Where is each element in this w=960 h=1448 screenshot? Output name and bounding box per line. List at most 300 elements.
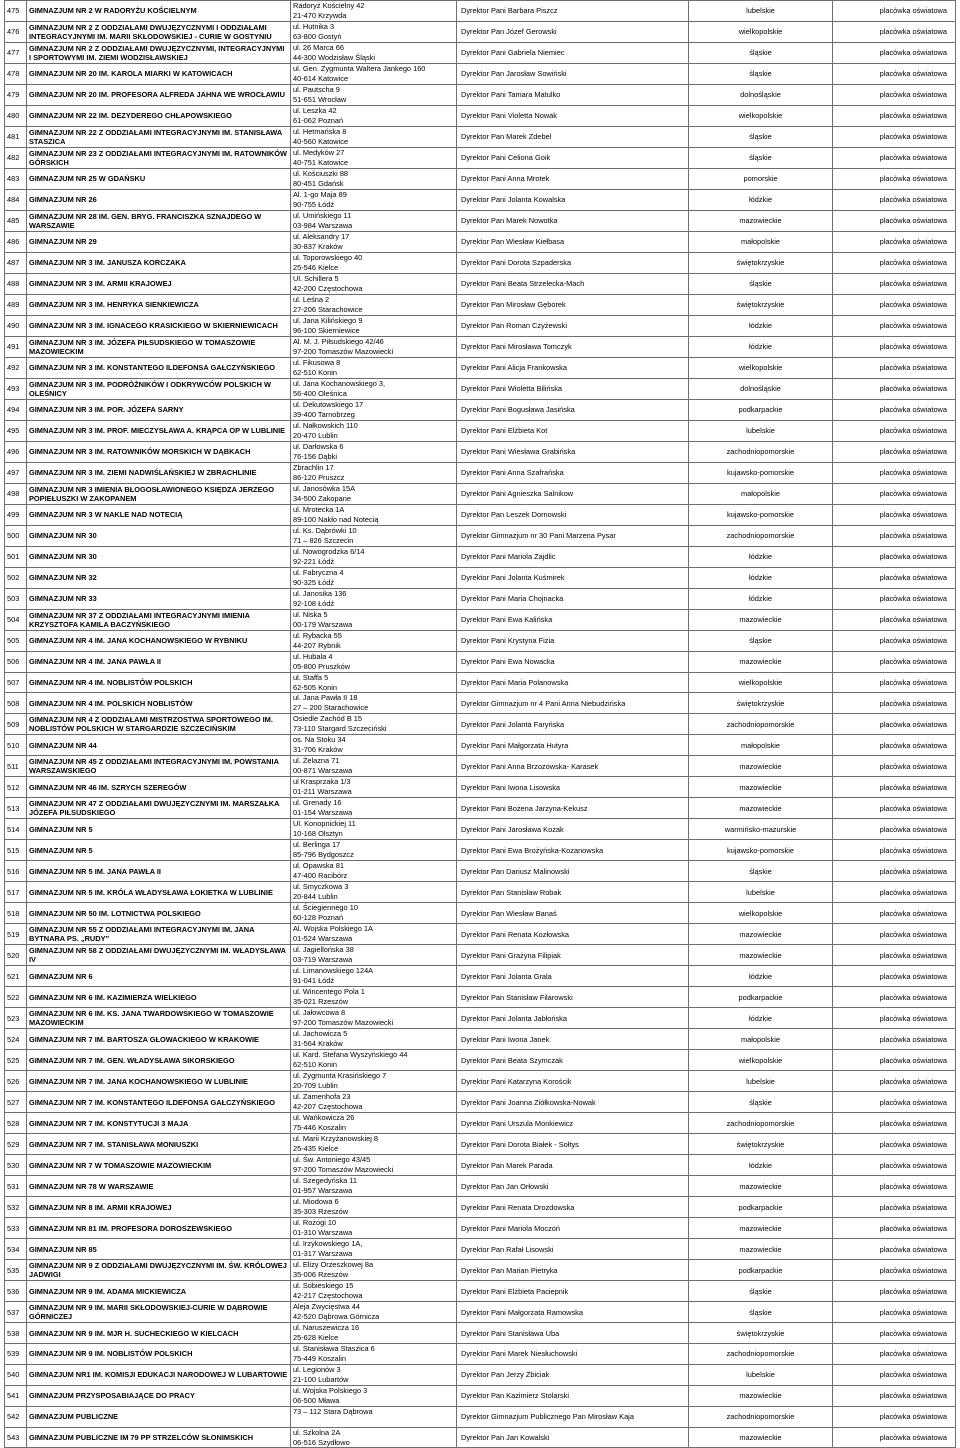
school-name-cell bbox=[26, 526, 290, 546]
row-number-cell: 490 bbox=[4, 316, 26, 336]
school-name-cell bbox=[26, 1008, 290, 1028]
table-row bbox=[4, 1406, 956, 1427]
address-cell bbox=[290, 1365, 456, 1385]
address-street: ul. Opawska 81 bbox=[293, 861, 344, 871]
school-name: GIMNAZJUM NR 4 IM. JANA PAWŁA II bbox=[29, 657, 161, 666]
address-cell bbox=[290, 232, 456, 252]
institution-type-cell: placówka oświatowa bbox=[832, 756, 956, 776]
director-cell: Dyrektor Pani Maria Polanowska bbox=[456, 673, 688, 693]
row-number-cell: 540 bbox=[4, 1365, 26, 1385]
row-number-cell: 476 bbox=[4, 22, 26, 42]
address-street: ul. Żelazna 71 bbox=[293, 756, 340, 766]
institution-type-cell: placówka oświatowa bbox=[832, 64, 956, 84]
institution-type-cell: placówka oświatowa bbox=[832, 1092, 956, 1112]
address-cell bbox=[290, 1239, 456, 1259]
voivodeship-cell: mazowieckie bbox=[688, 777, 832, 797]
table-row bbox=[4, 923, 956, 944]
school-name: GIMNAZJUM NR 3 IM. POR. JÓZEFA SARNY bbox=[29, 405, 184, 415]
institution-type-cell: placówka oświatowa bbox=[832, 1071, 956, 1091]
row-number-cell: 520 bbox=[4, 945, 26, 965]
row-number-cell: 482 bbox=[4, 148, 26, 168]
table-row bbox=[4, 504, 956, 525]
voivodeship-cell: śląskie bbox=[688, 274, 832, 294]
row-number-cell: 492 bbox=[4, 358, 26, 378]
address-postal-city: 20-844 Lublin bbox=[293, 892, 338, 902]
row-number-cell: 503 bbox=[4, 589, 26, 609]
school-name: GIMNAZJUM NR 26 bbox=[29, 195, 97, 205]
institution-type-cell: placówka oświatowa bbox=[832, 966, 956, 986]
row-number-cell: 526 bbox=[4, 1071, 26, 1091]
voivodeship-cell: kujawsko-pomorskie bbox=[688, 840, 832, 860]
voivodeship-cell: łódzkie bbox=[688, 547, 832, 567]
address-postal-city: 76-156 Dąbki bbox=[293, 451, 337, 461]
institution-type-cell: placówka oświatowa bbox=[832, 589, 956, 609]
address-street: ul. Medyków 27 bbox=[293, 147, 345, 157]
address-street: ul. Jałowcowa 8 bbox=[293, 1008, 346, 1018]
address-street: ul. Leszka 42 bbox=[293, 105, 337, 115]
table-row bbox=[4, 944, 956, 965]
schools-table bbox=[4, 0, 956, 1448]
row-number-cell: 507 bbox=[4, 673, 26, 693]
voivodeship-cell: śląskie bbox=[688, 1092, 832, 1112]
institution-type-cell: placówka oświatowa bbox=[832, 945, 956, 965]
school-name-cell bbox=[26, 106, 290, 126]
school-name: GIMNAZJUM NR 5 IM. KRÓLA WŁADYSŁAWA ŁOKIETKA W LUBLINIE bbox=[29, 887, 273, 897]
voivodeship-cell: mazowieckie bbox=[688, 1218, 832, 1238]
school-name-cell bbox=[26, 1260, 290, 1280]
address-street: 73 – 112 Stara Dąbrowa bbox=[293, 1406, 373, 1416]
institution-type-cell: placówka oświatowa bbox=[832, 1323, 956, 1343]
row-number-cell: 525 bbox=[4, 1050, 26, 1070]
director-cell: Dyrektor Pani Maria Chojnacka bbox=[456, 589, 688, 609]
table-row bbox=[4, 630, 956, 651]
director-cell: Dyrektor Pan Marek Nowotka bbox=[456, 211, 688, 231]
table-row bbox=[4, 1091, 956, 1112]
table-row bbox=[4, 126, 956, 147]
school-name-cell bbox=[26, 1239, 290, 1259]
voivodeship-cell: śląskie bbox=[688, 861, 832, 881]
school-name-cell bbox=[26, 484, 290, 504]
address-postal-city: 01-957 Warszawa bbox=[293, 1186, 353, 1196]
voivodeship-cell: zachodniopomorskie bbox=[688, 526, 832, 546]
school-name: GIMNAZJUM NR 9 IM. MJR H. SUCHECKIEGO W KIELCACH bbox=[29, 1328, 239, 1338]
row-number-cell: 485 bbox=[4, 211, 26, 231]
address-street: ul. Toporowskiego 40 bbox=[293, 252, 363, 262]
address-street: ul Krasprzaka 1/3 bbox=[293, 777, 351, 787]
director-cell: Dyrektor Pan Dariusz Malinowski bbox=[456, 861, 688, 881]
school-name-cell bbox=[26, 945, 290, 965]
director-cell: Dyrektor Gimnazjum nr 4 Pani Anna Niebudzińska bbox=[456, 693, 688, 713]
institution-type-cell: placówka oświatowa bbox=[832, 1176, 956, 1196]
school-name-cell bbox=[26, 316, 290, 336]
address-cell bbox=[290, 1, 456, 21]
address-postal-city: 75-446 Koszalin bbox=[293, 1123, 347, 1133]
address-postal-city: 01-154 Warszawa bbox=[293, 808, 353, 818]
row-number-cell: 484 bbox=[4, 190, 26, 210]
school-name: GIMNAZJUM NR 7 IM. KONSTANTEGO ILDEFONSA GAŁCZYŃSKIEGO bbox=[29, 1097, 275, 1107]
address-postal-city: 71 – 826 Szczecin bbox=[293, 535, 354, 545]
address-cell bbox=[290, 568, 456, 588]
school-name: GIMNAZJUM NR 20 IM. KAROLA MIARKI W KATOWICACH bbox=[29, 69, 233, 79]
director-cell: Dyrektor Pani Wiesława Grabińska bbox=[456, 442, 688, 462]
voivodeship-cell: podkarpackie bbox=[688, 400, 832, 420]
director-cell: Dyrektor Pani Tamara Matulko bbox=[456, 85, 688, 105]
address-street: ul. Umińskiego 11 bbox=[293, 210, 352, 220]
row-number-cell: 513 bbox=[4, 798, 26, 818]
address-street: ul. Mrotecka 1A bbox=[293, 504, 345, 514]
address-postal-city: 89-100 Nakło nad Notecią bbox=[293, 514, 379, 524]
row-number-cell: 518 bbox=[4, 903, 26, 923]
row-number-cell: 509 bbox=[4, 714, 26, 734]
voivodeship-cell: mazowieckie bbox=[688, 945, 832, 965]
school-name-cell bbox=[26, 568, 290, 588]
voivodeship-cell: mazowieckie bbox=[688, 1386, 832, 1406]
table-row bbox=[4, 1112, 956, 1133]
school-name-cell bbox=[26, 211, 290, 231]
address-cell bbox=[290, 442, 456, 462]
institution-type-cell: placówka oświatowa bbox=[832, 274, 956, 294]
table-row bbox=[4, 378, 956, 399]
school-name-cell bbox=[26, 1, 290, 21]
row-number-cell: 531 bbox=[4, 1176, 26, 1196]
school-name: GIMNAZJUM NR 3 W NAKLE NAD NOTECIĄ bbox=[29, 510, 183, 520]
school-name: GIMNAZJUM NR 58 Z ODDZIAŁAMI DWUJĘZYCZNYMI IM. WŁADYSŁAWA IV bbox=[29, 946, 286, 965]
address-street: ul. Berlinga 17 bbox=[293, 840, 341, 850]
address-postal-city: 01-524 Warszawa bbox=[293, 934, 353, 944]
director-cell: Dyrektor Pani Renata Drozdowska bbox=[456, 1197, 688, 1217]
address-street: ul. Limanowskiego 124A bbox=[293, 966, 374, 976]
address-cell bbox=[290, 1197, 456, 1217]
address-street: ul. Nowogrodzka 6/14 bbox=[293, 546, 365, 556]
address-cell bbox=[290, 22, 456, 42]
school-name-cell bbox=[26, 1281, 290, 1301]
voivodeship-cell: śląskie bbox=[688, 127, 832, 147]
row-number-cell: 493 bbox=[4, 379, 26, 399]
voivodeship-cell: kujawsko-pomorskie bbox=[688, 505, 832, 525]
school-name: GIMNAZJUM NR 5 bbox=[29, 845, 93, 855]
row-number-cell: 521 bbox=[4, 966, 26, 986]
institution-type-cell: placówka oświatowa bbox=[832, 442, 956, 462]
address-cell bbox=[290, 589, 456, 609]
address-cell bbox=[290, 463, 456, 483]
address-postal-city: 40-751 Katowice bbox=[293, 157, 349, 167]
table-row bbox=[4, 357, 956, 378]
address-postal-city: 06-500 Mława bbox=[293, 1395, 340, 1405]
institution-type-cell: placówka oświatowa bbox=[832, 735, 956, 755]
institution-type-cell: placówka oświatowa bbox=[832, 1260, 956, 1280]
director-cell: Dyrektor Pan Kazimierz Stolarski bbox=[456, 1386, 688, 1406]
school-name-cell bbox=[26, 1176, 290, 1196]
voivodeship-cell: zachodniopomorskie bbox=[688, 714, 832, 734]
institution-type-cell: placówka oświatowa bbox=[832, 337, 956, 357]
school-name-cell bbox=[26, 43, 290, 63]
table-row bbox=[4, 63, 956, 84]
address-cell bbox=[290, 1281, 456, 1301]
address-cell bbox=[290, 945, 456, 965]
school-name-cell bbox=[26, 1197, 290, 1217]
address-street: ul. Ściegiennego 10 bbox=[293, 903, 358, 913]
director-cell: Dyrektor Pani Iwona Janek bbox=[456, 1029, 688, 1049]
table-row bbox=[4, 462, 956, 483]
school-name: GIMNAZJUM NR 45 Z ODDZIAŁAMI INTEGRACYJNYMI IM. POWSTANIA WARSZAWSKIEGO bbox=[29, 757, 279, 776]
address-postal-city: 42-207 Częstochowa bbox=[293, 1102, 363, 1112]
director-cell: Dyrektor Pani Barbara Piszcz bbox=[456, 1, 688, 21]
address-postal-city: 30-837 Kraków bbox=[293, 241, 343, 251]
school-name-cell bbox=[26, 1134, 290, 1154]
address-postal-city: 27-206 Starachowice bbox=[293, 304, 363, 314]
table-row bbox=[4, 210, 956, 231]
table-row bbox=[4, 1343, 956, 1364]
voivodeship-cell: śląskie bbox=[688, 43, 832, 63]
school-name: GIMNAZJUM NR 85 bbox=[29, 1244, 97, 1254]
address-cell bbox=[290, 1134, 456, 1154]
address-cell bbox=[290, 1428, 456, 1447]
table-row bbox=[4, 336, 956, 357]
institution-type-cell: placówka oświatowa bbox=[832, 148, 956, 168]
institution-type-cell: placówka oświatowa bbox=[832, 526, 956, 546]
school-name: GIMNAZJUM NR 29 bbox=[29, 237, 97, 247]
institution-type-cell: placówka oświatowa bbox=[832, 903, 956, 923]
address-street: ul. Gen. Zygmunta Waltera Jankego 160 bbox=[293, 63, 426, 73]
row-number-cell: 480 bbox=[4, 106, 26, 126]
address-cell bbox=[290, 85, 456, 105]
director-cell: Dyrektor Pani Bogusława Jasińska bbox=[456, 400, 688, 420]
row-number-cell: 515 bbox=[4, 840, 26, 860]
institution-type-cell: placówka oświatowa bbox=[832, 463, 956, 483]
director-cell: Dyrektor Pan Leszek Dornowski bbox=[456, 505, 688, 525]
school-name-cell bbox=[26, 1218, 290, 1238]
director-cell: Dyrektor Pani Gabriela Niemiec bbox=[456, 43, 688, 63]
address-postal-city: 06-516 Szydłowo bbox=[293, 1437, 350, 1447]
address-cell bbox=[290, 379, 456, 399]
address-postal-city: 92-108 Łódź bbox=[293, 598, 335, 608]
director-cell: Dyrektor Pan Marek Zdebel bbox=[456, 127, 688, 147]
table-row bbox=[4, 1280, 956, 1301]
address-street: ul. Irzykowskiego 1A, bbox=[293, 1239, 363, 1249]
school-name: GIMNAZJUM PUBLICZNE bbox=[29, 1412, 119, 1422]
table-row bbox=[4, 1427, 956, 1448]
address-cell bbox=[290, 106, 456, 126]
address-cell bbox=[290, 547, 456, 567]
school-name-cell bbox=[26, 505, 290, 525]
row-number-cell: 532 bbox=[4, 1197, 26, 1217]
row-number-cell: 542 bbox=[4, 1407, 26, 1427]
school-name-cell bbox=[26, 840, 290, 860]
address-postal-city: 47-400 Racibórz bbox=[293, 871, 348, 881]
institution-type-cell: placówka oświatowa bbox=[832, 106, 956, 126]
institution-type-cell: placówka oświatowa bbox=[832, 1134, 956, 1154]
table-row bbox=[4, 713, 956, 734]
voivodeship-cell: mazowieckie bbox=[688, 798, 832, 818]
voivodeship-cell: małopolskie bbox=[688, 735, 832, 755]
address-cell bbox=[290, 358, 456, 378]
row-number-cell: 527 bbox=[4, 1092, 26, 1112]
voivodeship-cell: wielkopolskie bbox=[688, 1050, 832, 1070]
address-cell bbox=[290, 1302, 456, 1322]
school-name-cell bbox=[26, 295, 290, 315]
address-street: Zbrachlin 17 bbox=[293, 462, 334, 472]
address-cell bbox=[290, 1029, 456, 1049]
school-name: GIMNAZJUM NR 6 IM. KAZIMIERZA WIELKIEGO bbox=[29, 992, 197, 1002]
address-cell bbox=[290, 610, 456, 630]
address-street: ul. Stanisława Staszica 6 bbox=[293, 1344, 375, 1353]
address-street: Al. 1-go Maja 89 bbox=[293, 189, 347, 199]
row-number-cell: 523 bbox=[4, 1008, 26, 1028]
director-cell: Dyrektor Pan Mirosław Gęborek bbox=[456, 295, 688, 315]
address-street: ul. Rożogi 10 bbox=[293, 1218, 337, 1228]
table-row bbox=[4, 902, 956, 923]
table-row bbox=[4, 1259, 956, 1280]
school-name: GIMNAZJUM NR 23 Z ODDZIAŁAMI INTEGRACYJNYMI IM. RATOWNIKÓW GÓRSKICH bbox=[29, 148, 287, 167]
institution-type-cell: placówka oświatowa bbox=[832, 190, 956, 210]
school-name: GIMNAZJUM NR 3 IM. HENRYKA SIENKIEWICZA bbox=[29, 300, 199, 310]
address-street: ul. Niska 5 bbox=[293, 609, 328, 619]
address-postal-city: 97-200 Tomaszów Mazowiecki bbox=[293, 346, 394, 356]
school-name-cell bbox=[26, 1071, 290, 1091]
address-street: ul. Kościuszki 88 bbox=[293, 168, 349, 178]
school-name-cell bbox=[26, 337, 290, 357]
address-street: ul. Jagiellońska 38 bbox=[293, 945, 354, 955]
address-cell bbox=[290, 1344, 456, 1364]
voivodeship-cell: łódzkie bbox=[688, 337, 832, 357]
director-cell: Dyrektor Pani Bożena Jarzyna-Kekusz bbox=[456, 798, 688, 818]
row-number-cell: 528 bbox=[4, 1113, 26, 1133]
row-number-cell: 538 bbox=[4, 1323, 26, 1343]
voivodeship-cell: lubelskie bbox=[688, 882, 832, 902]
school-name: GIMNAZJUM NR 81 IM. PROFESORA DOROSZEWSKIEGO bbox=[29, 1223, 232, 1233]
institution-type-cell: placówka oświatowa bbox=[832, 1197, 956, 1217]
table-row bbox=[4, 1385, 956, 1406]
address-postal-city: 35-006 Rzeszów bbox=[293, 1270, 349, 1280]
director-cell: Dyrektor Pani Jolanta Jabłońska bbox=[456, 1008, 688, 1028]
row-number-cell: 519 bbox=[4, 924, 26, 944]
institution-type-cell: placówka oświatowa bbox=[832, 1050, 956, 1070]
institution-type-cell: placówka oświatowa bbox=[832, 1344, 956, 1364]
row-number-cell: 512 bbox=[4, 777, 26, 797]
table-row bbox=[4, 776, 956, 797]
director-cell: Dyrektor Pani Elżbieta Kot bbox=[456, 421, 688, 441]
table-row bbox=[4, 84, 956, 105]
director-cell: Dyrektor Pani Anna Mrotek bbox=[456, 169, 688, 189]
address-postal-city: 01-310 Warszawa bbox=[293, 1228, 353, 1238]
director-cell: Dyrektor Pani Katarzyna Korościk bbox=[456, 1071, 688, 1091]
address-postal-city: 44-300 Wodzisław Śląski bbox=[293, 52, 376, 62]
address-postal-city: 86-120 Pruszcz bbox=[293, 472, 345, 482]
director-cell: Dyrektor Pani Dorota Szpaderska bbox=[456, 253, 688, 273]
table-row bbox=[4, 231, 956, 252]
school-name-cell bbox=[26, 1407, 290, 1427]
school-name: GIMNAZJUM NR 4 IM. POLSKICH NOBLISTÓW bbox=[29, 698, 193, 708]
institution-type-cell: placówka oświatowa bbox=[832, 987, 956, 1007]
institution-type-cell: placówka oświatowa bbox=[832, 610, 956, 630]
address-postal-city: 31-564 Kraków bbox=[293, 1039, 343, 1049]
school-name-cell bbox=[26, 190, 290, 210]
table-row bbox=[4, 273, 956, 294]
director-cell: Dyrektor Pani Elżbieta Paciepnik bbox=[456, 1281, 688, 1301]
address-postal-city: 27 – 200 Starachowice bbox=[293, 703, 369, 713]
institution-type-cell: placówka oświatowa bbox=[832, 652, 956, 672]
table-row bbox=[4, 1364, 956, 1385]
school-name-cell bbox=[26, 1428, 290, 1447]
address-cell bbox=[290, 484, 456, 504]
address-street: ul. Grenady 16 bbox=[293, 798, 342, 808]
school-name: GIMNAZJUM NR 46 IM. SZRYCH SZEREGÓW bbox=[29, 782, 187, 792]
address-street: ul. Zygmunta Krasińskiego 7 bbox=[293, 1071, 387, 1081]
address-postal-city: 62-505 Konin bbox=[293, 682, 337, 692]
school-name: GIMNAZJUM NR 22 Z ODDZIAŁAMI INTEGRACYJNYMI IM. STANISŁAWA STASZICA bbox=[29, 127, 282, 146]
school-name-cell bbox=[26, 798, 290, 818]
table-row bbox=[4, 1154, 956, 1175]
table-row bbox=[4, 567, 956, 588]
address-postal-city: 44-207 Rybnik bbox=[293, 640, 341, 650]
voivodeship-cell: małopolskie bbox=[688, 1029, 832, 1049]
school-name: GIMNAZJUM NR 20 IM. PROFESORA ALFREDA JAHNA WE WROCŁAWIU bbox=[29, 90, 285, 100]
institution-type-cell: placówka oświatowa bbox=[832, 400, 956, 420]
school-name-cell bbox=[26, 1029, 290, 1049]
voivodeship-cell: mazowieckie bbox=[688, 211, 832, 231]
institution-type-cell: placówka oświatowa bbox=[832, 547, 956, 567]
director-cell: Dyrektor Pani Celiona Goik bbox=[456, 148, 688, 168]
address-cell bbox=[290, 400, 456, 420]
director-cell: Dyrektor Pani Beata Szymczak bbox=[456, 1050, 688, 1070]
voivodeship-cell: łódzkie bbox=[688, 966, 832, 986]
address-cell bbox=[290, 190, 456, 210]
address-street: ul. Wincentego Pola 1 bbox=[293, 987, 365, 997]
row-number-cell: 510 bbox=[4, 735, 26, 755]
director-cell: Dyrektor Pani Ewa Kalińska bbox=[456, 610, 688, 630]
school-name: GIMNAZJUM NR 5 bbox=[29, 824, 93, 834]
school-name-cell bbox=[26, 610, 290, 630]
row-number-cell: 496 bbox=[4, 442, 26, 462]
address-postal-city: 25-628 Kielce bbox=[293, 1333, 339, 1343]
institution-type-cell: placówka oświatowa bbox=[832, 1, 956, 21]
school-name-cell bbox=[26, 1113, 290, 1133]
address-postal-city: 92-221 Łódź bbox=[293, 556, 335, 566]
institution-type-cell: placówka oświatowa bbox=[832, 127, 956, 147]
address-postal-city: 60-128 Poznań bbox=[293, 913, 344, 923]
voivodeship-cell: zachodniopomorskie bbox=[688, 1344, 832, 1364]
row-number-cell: 511 bbox=[4, 756, 26, 776]
school-name: GIMNAZJUM NR 8 IM. ARMII KRAJOWEJ bbox=[29, 1202, 172, 1212]
school-name: GIMNAZJUM NR 2 Z ODDZIAŁAMI DWUJĘZYCZNYMI I ODDZIAŁAMI INTEGRACYJNYMI IM. MARII SKŁODOWSKIEJ - CURIE W GOSTYNIU bbox=[29, 22, 272, 41]
address-street: ul. Rybacka 55 bbox=[293, 630, 342, 640]
address-street: ul. Św. Antoniego 43/45 bbox=[293, 1155, 371, 1165]
address-postal-city: 51-651 Wrocław bbox=[293, 94, 347, 104]
director-cell: Dyrektor Pani Agnieszka Salnikow bbox=[456, 484, 688, 504]
row-number-cell: 491 bbox=[4, 337, 26, 357]
address-cell bbox=[290, 966, 456, 986]
school-name: GIMNAZJUM NR 32 bbox=[29, 573, 97, 583]
school-name: GIMNAZJUM PUBLICZNE IM 79 PP STRZELCÓW SŁONIMSKICH bbox=[29, 1432, 254, 1442]
school-name-cell bbox=[26, 127, 290, 147]
address-cell bbox=[290, 148, 456, 168]
table-row bbox=[4, 1175, 956, 1196]
voivodeship-cell: świętokrzyskie bbox=[688, 253, 832, 273]
address-postal-city: 61-062 Poznań bbox=[293, 115, 344, 125]
director-cell: Dyrektor Pani Krystyna Fizia bbox=[456, 631, 688, 651]
row-number-cell: 489 bbox=[4, 295, 26, 315]
address-street: ul. Naruszewicza 16 bbox=[293, 1323, 360, 1333]
institution-type-cell: placówka oświatowa bbox=[832, 861, 956, 881]
address-street: ul. Jana Pawła II 18 bbox=[293, 693, 358, 703]
row-number-cell: 477 bbox=[4, 43, 26, 63]
row-number-cell: 481 bbox=[4, 127, 26, 147]
school-name: GIMNAZJUM NR 25 W GDAŃSKU bbox=[29, 174, 146, 184]
address-cell bbox=[290, 1323, 456, 1343]
address-street: Al. M. J. Piłsudskiego 42/46 bbox=[293, 336, 384, 346]
address-postal-city: 62-510 Konin bbox=[293, 1060, 337, 1070]
director-cell: Dyrektor Pan Roman Czyżewski bbox=[456, 316, 688, 336]
